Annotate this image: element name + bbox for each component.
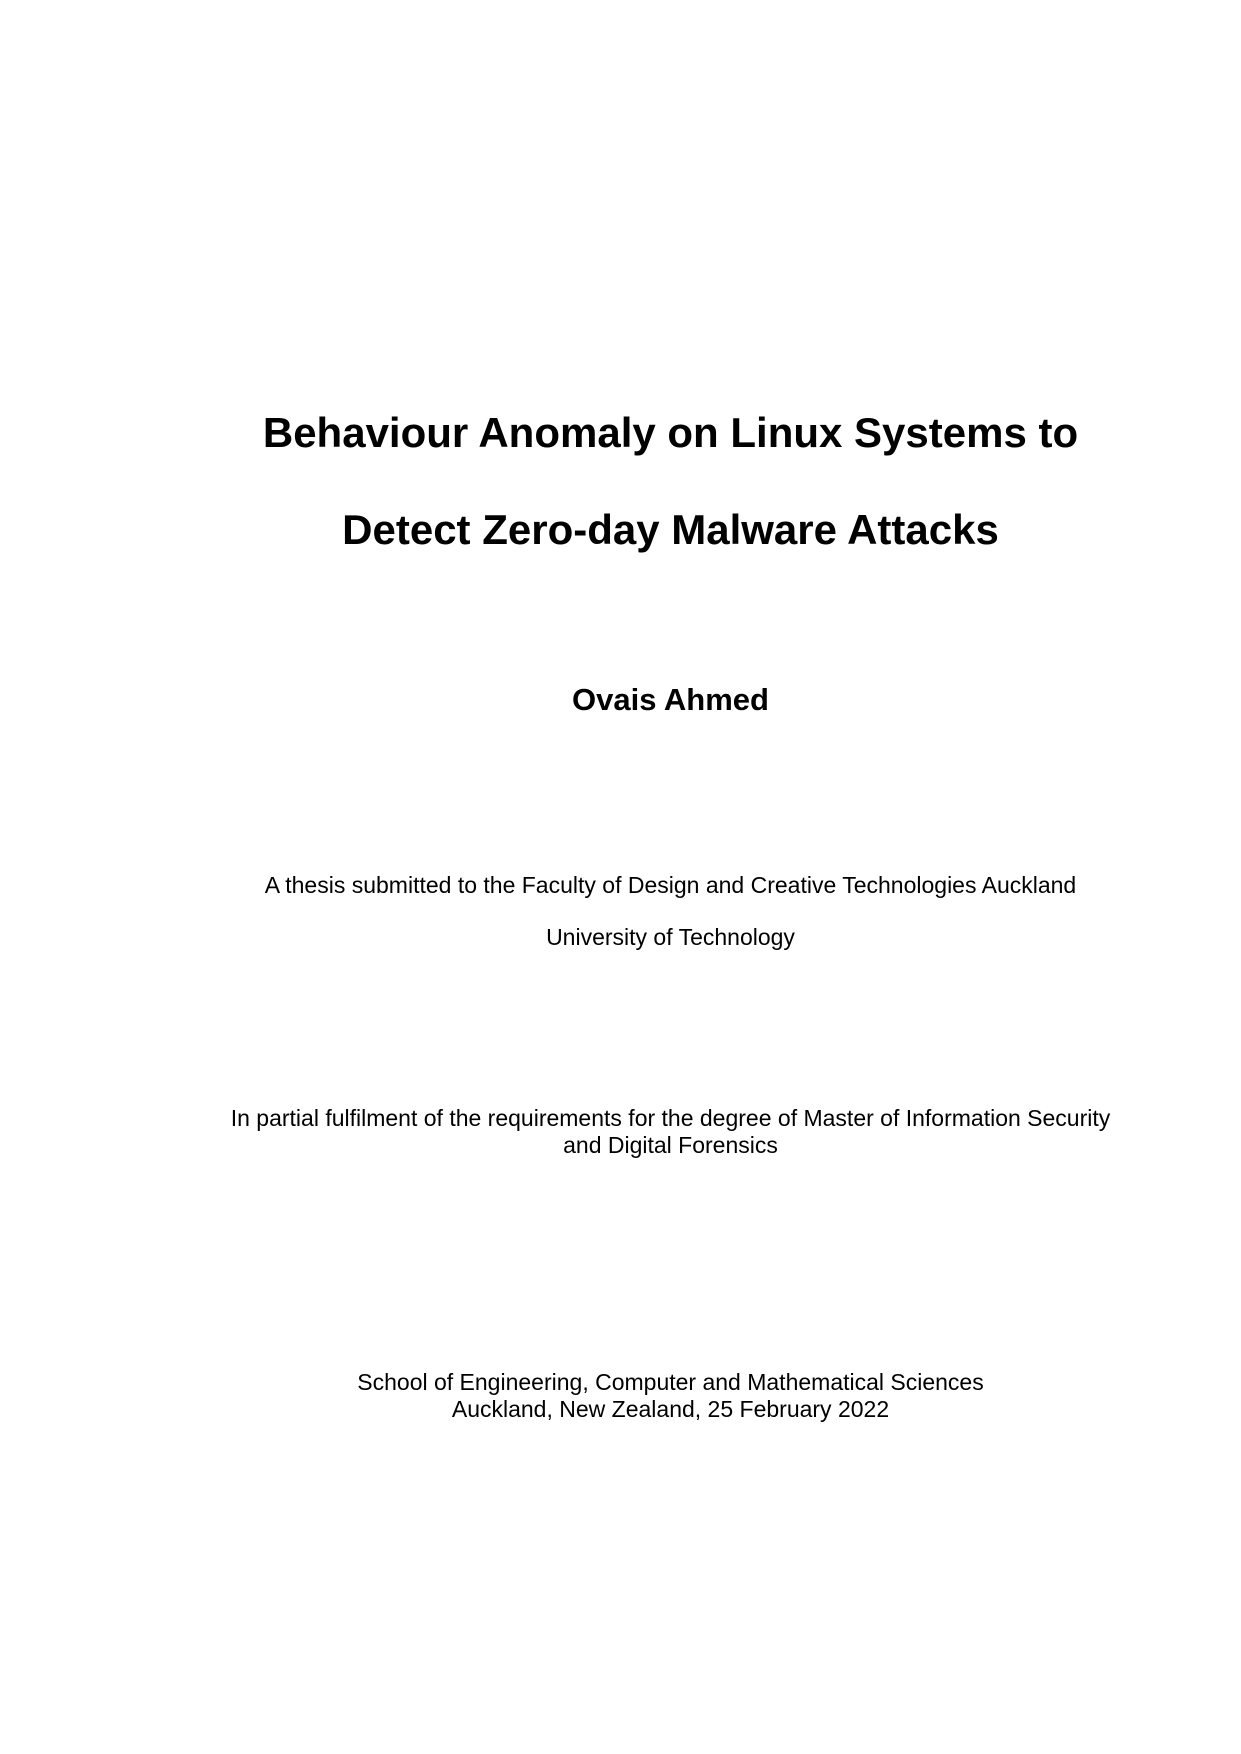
submission-statement-line-2: University of Technology — [546, 924, 795, 950]
thesis-title-line-2: Detect Zero-day Malware Attacks — [342, 506, 999, 553]
school-name: School of Engineering, Computer and Mathematical Sciences — [357, 1369, 984, 1395]
location-and-date: Auckland, New Zealand, 25 February 2022 — [451, 1396, 890, 1422]
degree-statement-line-1: In partial fulfilment of the requirements for the degree of Master of Information Security — [230, 1105, 1111, 1131]
submission-statement-line-1: A thesis submitted to the Faculty of Design and Creative Technologies Auckland — [264, 872, 1077, 898]
thesis-title-line-1: Behaviour Anomaly on Linux Systems to — [262, 409, 1079, 456]
degree-statement-line-2: and Digital Forensics — [563, 1132, 778, 1158]
author-name: Ovais Ahmed — [572, 682, 769, 717]
